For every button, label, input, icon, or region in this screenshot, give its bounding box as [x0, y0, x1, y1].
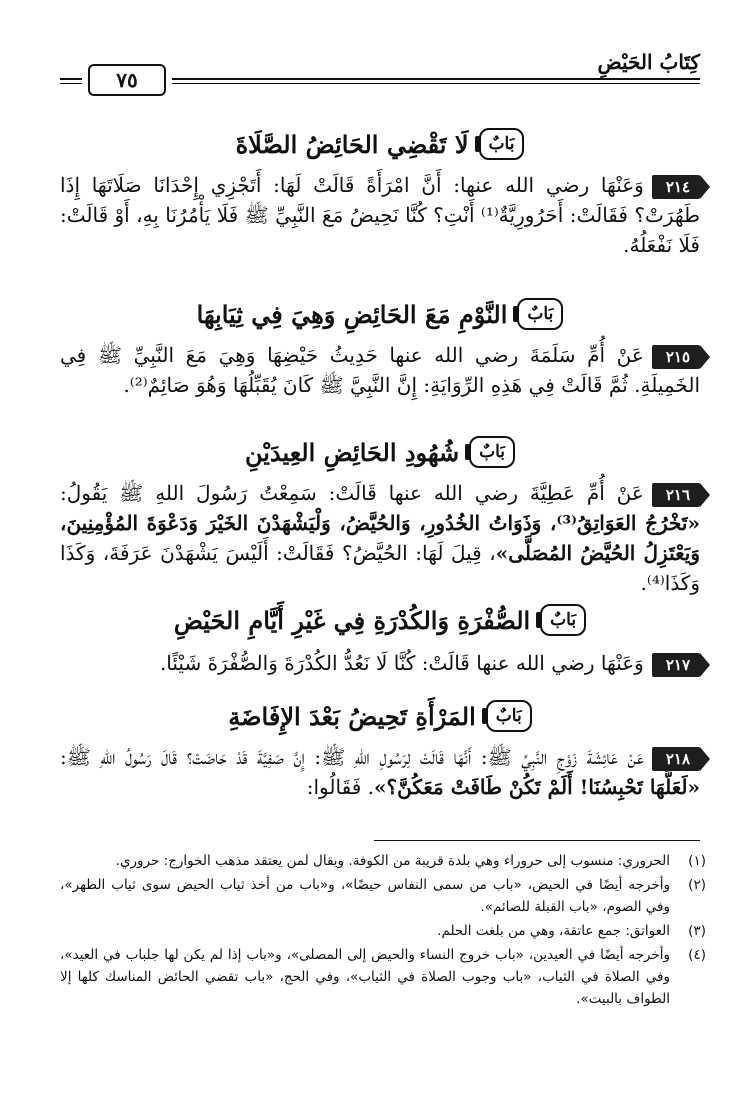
footnote	[60, 850, 706, 872]
footnote	[60, 920, 706, 942]
book-title: كِتَابُ الحَيْضِ	[597, 50, 700, 74]
footnote-number: (١)	[688, 853, 706, 869]
page-header	[60, 50, 700, 90]
hadith-paragraph	[60, 478, 700, 598]
hadith-number-badge: ٢١٥	[652, 345, 700, 369]
hadith-number-badge: ٢١٦	[652, 483, 700, 507]
hadith-paragraph	[60, 648, 700, 678]
chapter-title: شُهُودِ الحَائِضِ العِيدَيْنِ	[244, 437, 460, 467]
page-number: ٧٥	[88, 64, 166, 96]
chapter-heading	[60, 700, 700, 740]
bab-label: بَابٌ	[486, 700, 532, 732]
hadith-text-rest: ، قِيلَ لَهَا: الحُيَّضُ؟ فَقَالَتْ: أَلَيْسَ يَشْهَدْنَ عَرَفَةَ، وَكَذَا وَكَذَا⁽⁴⁾.	[60, 541, 700, 595]
chapter-title: الصُّفْرَةِ وَالكُدْرَةِ فِي غَيْرِ أَيَّامِ الحَيْضِ	[173, 605, 531, 635]
footnote	[60, 874, 706, 918]
chapter-heading	[60, 436, 700, 476]
footnote-text: العواتق: جمع عاتقة، وهي من بلغت الحلم.	[437, 923, 670, 939]
footnote-number: (٣)	[688, 923, 706, 939]
hadith-paragraph	[60, 340, 700, 400]
hadith-number-badge: ٢١٨	[652, 747, 700, 771]
footnote-number: (٤)	[688, 947, 706, 963]
chapter-title: النَّوْمِ مَعَ الحَائِضِ وَهِيَ فِي ثِيَابِهَا	[196, 299, 508, 329]
footnote-text: وأخرجه أيضًا في العيدين، «باب خروج النساء والحيض إلى المصلى»، و«باب إذا لم يكن لها جلباب في العيد»، وفي الصلاة في الثياب، «باب وجوب الصلاة في الثياب»، وفي الحج، «باب تقضي الحائض المناسك كلها إلا الطواف بالبيت».	[60, 947, 670, 1007]
hadith-number-badge: ٢١٤	[652, 175, 700, 199]
chapter-heading	[60, 298, 700, 338]
footnotes	[60, 850, 706, 1012]
hadith-text: وَعَنْهَا رضي الله عنها: أَنَّ امْرَأَةً قَالَتْ لَهَا: أَتَجْزِي إِحْدَانَا صَلَاتَهَا إِذَا طَهُرَتْ؟ فَقَالَتْ: أَحَرُورِيَّةٌ⁽¹⁾ أَنْتِ؟ كُنَّا نَحِيضُ مَعَ النَّبِيِّ ﷺ فَلَا يَأْمُرُنَا بِهِ، أَوْ قَالَتْ: فَلَا نَفْعَلُهُ.	[60, 173, 700, 257]
prophetic-quote: «لَعَلَّهَا تَحْبِسُنَا! أَلَمْ تَكُنْ طَافَتْ مَعَكُنَّ؟»	[373, 775, 700, 799]
hadith-text-intro: عَنْ عَائِشَةَ زَوْجِ النَّبِيِّ ﷺ: أَنَّهَا قَالَتْ لِرَسُولِ اللهِ ﷺ: إِنَّ صَفِيَّةَ قَدْ حَاضَتْ؟ قَالَ رَسُولُ اللهِ ﷺ:	[60, 745, 644, 769]
hadith-text-rest: . فَقَالُوا:	[306, 775, 374, 799]
chapter-heading	[60, 128, 700, 168]
bab-label: بَابٌ	[469, 436, 515, 468]
chapter-title: المَرْأَةِ تَحِيضُ بَعْدَ الإِفَاضَةِ	[228, 701, 476, 731]
bab-label: بَابٌ	[517, 298, 563, 330]
footnote-number: (٢)	[688, 877, 706, 893]
footnote	[60, 944, 706, 1010]
hadith-text: عَنْ أُمِّ سَلَمَةَ رضي الله عنها حَدِيثُ حَيْضِهَا وَهِيَ مَعَ النَّبِيِّ ﷺ فِي الخَمِيلَةِ. ثُمَّ قَالَتْ فِي هَذِهِ الرِّوَايَةِ: إِنَّ النَّبِيَّ ﷺ كَانَ يُقَبِّلُهَا وَهُوَ صَائِمٌ⁽²⁾.	[60, 343, 700, 397]
bab-label: بَابٌ	[540, 604, 586, 636]
hadith-text: وَعَنْهَا رضي الله عنها قَالَتْ: كُنَّا لَا نَعُدُّ الكُدْرَةَ وَالصُّفْرَةَ شَيْئًا.	[159, 651, 644, 675]
bab-label: بَابٌ	[479, 128, 525, 160]
footnote-text: وأخرجه أيضًا في الحيض، «باب من سمى النفاس حيضًا»، و«باب من أخذ ثياب الحيض سوى ثياب الطهر»، وفي الصوم، «باب القبلة للصائم».	[60, 877, 670, 915]
footnote-divider	[374, 840, 700, 841]
chapter-heading	[60, 604, 700, 644]
header-rule-left	[60, 78, 82, 84]
prophetic-quote: «تَخْرُجُ العَوَاتِقُ⁽³⁾، وَذَوَاتُ الخُدُورِ، وَالحُيَّضُ، وَلْيَشْهَدْنَ الخَيْرَ وَدَعْوَةَ المُؤْمِنِينَ، وَيَعْتَزِلُ الحُيَّضُ المُصَلَّى»	[60, 511, 700, 565]
hadith-text-intro: عَنْ أُمِّ عَطِيَّةَ رضي الله عنها قَالَتْ: سَمِعْتُ رَسُولَ اللهِ ﷺ يَقُولُ:	[60, 481, 644, 505]
footnote-text: الحروري: منسوب إلى حروراء وهي بلدة قريبة من الكوفة. ويقال لمن يعتقد مذهب الخوارج: حروري.	[115, 853, 670, 869]
chapter-title: لَا تَقْضِي الحَائِضُ الصَّلَاةَ	[235, 129, 469, 159]
hadith-paragraph	[60, 742, 700, 802]
hadith-number-badge: ٢١٧	[652, 653, 700, 677]
header-rule	[172, 78, 700, 84]
hadith-paragraph	[60, 170, 700, 260]
